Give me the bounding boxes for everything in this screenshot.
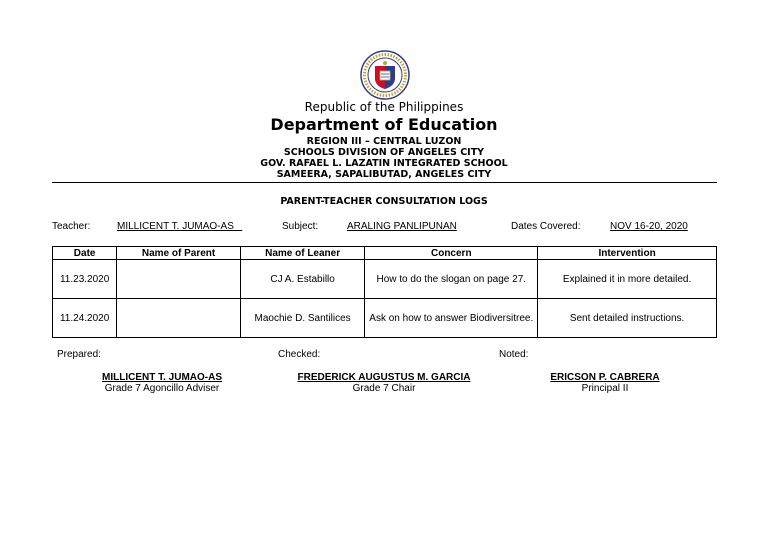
consultation-log-table <box>52 246 717 338</box>
checked-label: Checked: <box>278 349 321 360</box>
dates-value: NOV 16-20, 2020 <box>610 221 688 232</box>
cell-parent <box>117 260 241 299</box>
prepared-name: MILLICENT T. JUMAO-AS <box>102 372 222 383</box>
region-line: REGION III – CENTRAL LUZON <box>306 136 462 147</box>
cell-date: 11.23.2020 <box>53 260 117 299</box>
checked-name: FREDERICK AUGUSTUS M. GARCIA <box>297 372 471 383</box>
teacher-label: Teacher: <box>52 221 91 232</box>
prepared-label: Prepared: <box>57 349 101 360</box>
cell-concern: How to do the slogan on page 27. <box>365 260 538 299</box>
cell-intervention: Explained it in more detailed. <box>538 260 717 299</box>
col-header-concern: Concern <box>365 247 538 260</box>
republic-heading: Republic of the Philippines <box>304 100 464 114</box>
division-line: SCHOOLS DIVISION OF ANGELES CITY <box>283 147 485 158</box>
document-title: PARENT-TEACHER CONSULTATION LOGS <box>280 196 488 207</box>
col-header-date: Date <box>53 247 117 260</box>
header-divider <box>52 182 717 183</box>
checked-signatory <box>274 372 494 394</box>
noted-role: Principal II <box>581 383 629 394</box>
teacher-value: MILLICENT T. JUMAO-AS <box>117 221 234 232</box>
deped-seal-icon <box>360 50 410 100</box>
cell-parent <box>117 299 241 338</box>
noted-name: ERICSON P. CABRERA <box>550 372 660 383</box>
cell-intervention: Sent detailed instructions. <box>538 299 717 338</box>
col-header-learner: Name of Leaner <box>240 247 365 260</box>
table-row <box>53 260 717 299</box>
table-row <box>53 299 717 338</box>
table-header-row <box>53 247 717 260</box>
prepared-signatory <box>62 372 262 394</box>
cell-learner: Maochie D. Santilices <box>240 299 365 338</box>
department-heading: Department of Education <box>270 115 498 134</box>
noted-signatory <box>515 372 695 394</box>
dates-label: Dates Covered: <box>511 221 581 232</box>
subject-label: Subject: <box>282 221 319 232</box>
noted-label: Noted: <box>499 349 529 360</box>
cell-concern: Ask on how to answer Biodiversitree. <box>365 299 538 338</box>
prepared-role: Grade 7 Agoncillo Adviser <box>104 383 220 394</box>
checked-role: Grade 7 Chair <box>352 383 416 394</box>
cell-learner: CJ A. Estabillo <box>240 260 365 299</box>
col-header-parent: Name of Parent <box>117 247 241 260</box>
subject-value: ARALING PANLIPUNAN <box>347 221 457 232</box>
col-header-intervention: Intervention <box>538 247 717 260</box>
school-line: GOV. RAFAEL L. LAZATIN INTEGRATED SCHOOL <box>260 158 508 169</box>
address-line: SAMEERA, SAPALIBUTAD, ANGELES CITY <box>276 169 492 180</box>
cell-date: 11.24.2020 <box>53 299 117 338</box>
